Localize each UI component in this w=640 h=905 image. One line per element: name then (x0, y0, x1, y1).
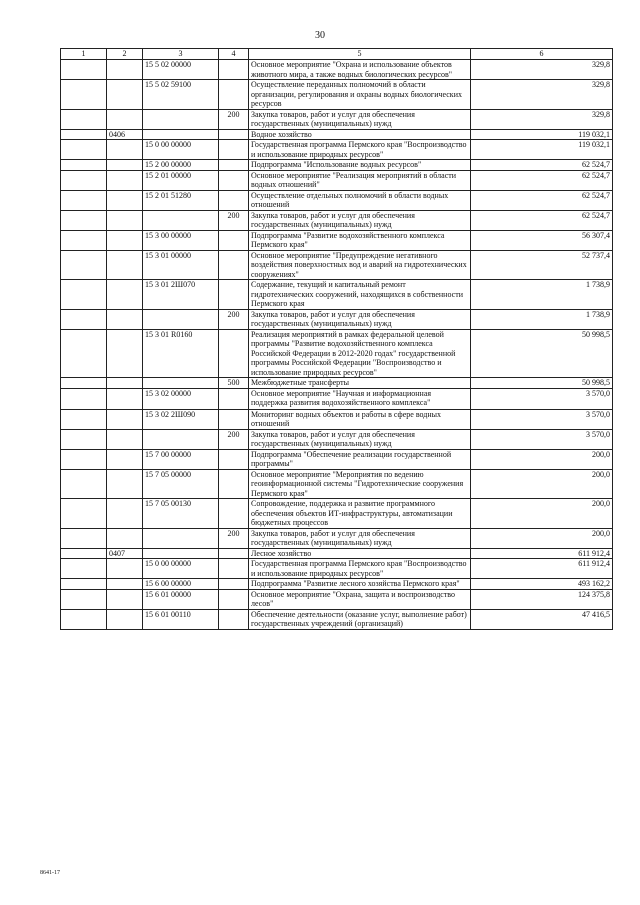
description-cell: Подпрограмма "Развитие водохозяйственного комплекса Пермского края" (249, 230, 471, 250)
subsection-cell (107, 230, 143, 250)
description-cell: Основное мероприятие "Охрана и использование объектов животного мира, а также водных биологических ресурсов" (249, 60, 471, 80)
subsection-cell (107, 388, 143, 409)
target-article-cell: 15 2 00 00000 (143, 160, 219, 171)
expense-type-cell: 200 (219, 309, 249, 329)
subsection-cell (107, 140, 143, 160)
table-row (61, 329, 613, 378)
description-cell: Сопровождение, поддержка и развитие программного обеспечения объектов ИТ-инфраструктуры, автоматизации бюджетных процессов (249, 499, 471, 529)
subsection-cell (107, 559, 143, 579)
description-cell: Закупка товаров, работ и услуг для обеспечения государственных (муниципальных) нужд (249, 210, 471, 230)
section-cell (61, 469, 107, 499)
section-cell (61, 230, 107, 250)
subsection-cell (107, 449, 143, 469)
target-article-cell (143, 528, 219, 548)
subsection-cell (107, 469, 143, 499)
section-cell (61, 329, 107, 378)
expense-type-cell (219, 449, 249, 469)
expense-type-cell (219, 559, 249, 579)
description-cell: Межбюджетные трансферты (249, 378, 471, 389)
section-cell (61, 589, 107, 609)
expense-type-cell (219, 129, 249, 140)
target-article-cell: 15 7 05 00000 (143, 469, 219, 499)
expense-type-cell (219, 80, 249, 110)
table-row (61, 230, 613, 250)
expense-type-cell (219, 589, 249, 609)
description-cell: Государственная программа Пермского края "Воспроизводство и использование природных ресурсов" (249, 559, 471, 579)
target-article-cell: 15 2 01 00000 (143, 170, 219, 190)
subsection-cell (107, 109, 143, 129)
table-row (61, 589, 613, 609)
subsection-cell (107, 250, 143, 280)
expense-type-cell (219, 329, 249, 378)
target-article-cell: 15 2 01 51280 (143, 190, 219, 210)
expense-type-cell (219, 579, 249, 590)
target-article-cell: 15 5 02 59100 (143, 80, 219, 110)
subsection-cell: 0407 (107, 548, 143, 559)
amount-cell: 329,8 (471, 80, 613, 110)
amount-cell: 200,0 (471, 528, 613, 548)
subsection-cell (107, 429, 143, 449)
description-cell: Водное хозяйство (249, 129, 471, 140)
target-article-cell: 15 5 02 00000 (143, 60, 219, 80)
column-header-6: 6 (471, 49, 613, 60)
amount-cell: 62 524,7 (471, 160, 613, 171)
amount-cell: 200,0 (471, 499, 613, 529)
expense-type-cell (219, 60, 249, 80)
section-cell (61, 559, 107, 579)
section-cell (61, 60, 107, 80)
section-cell (61, 388, 107, 409)
target-article-cell: 15 7 00 00000 (143, 449, 219, 469)
table-row (61, 499, 613, 529)
column-header-3: 3 (143, 49, 219, 60)
table-row (61, 429, 613, 449)
amount-cell: 119 032,1 (471, 140, 613, 160)
section-cell (61, 449, 107, 469)
amount-cell: 3 570,0 (471, 388, 613, 409)
amount-cell: 200,0 (471, 469, 613, 499)
amount-cell: 56 307,4 (471, 230, 613, 250)
expense-type-cell (219, 250, 249, 280)
amount-cell: 1 738,9 (471, 309, 613, 329)
description-cell: Основное мероприятие "Мероприятия по ведению геоинформационной системы "Гидротехнические сооружения Пермского края" (249, 469, 471, 499)
section-cell (61, 80, 107, 110)
section-cell (61, 109, 107, 129)
expense-type-cell: 200 (219, 429, 249, 449)
amount-cell: 119 032,1 (471, 129, 613, 140)
expense-type-cell (219, 230, 249, 250)
amount-cell: 329,8 (471, 60, 613, 80)
column-header-2: 2 (107, 49, 143, 60)
description-cell: Обеспечение деятельности (оказание услуг, выполнение работ) государственных учреждений (организаций) (249, 609, 471, 629)
description-cell: Основное мероприятие "Реализация мероприятий в области водных отношений" (249, 170, 471, 190)
expense-type-cell (219, 280, 249, 310)
table-row (61, 190, 613, 210)
amount-cell: 493 162,2 (471, 579, 613, 590)
description-cell: Основное мероприятие "Охрана, защита и воспроизводство лесов" (249, 589, 471, 609)
description-cell: Государственная программа Пермского края "Воспроизводство и использование природных ресурсов" (249, 140, 471, 160)
subsection-cell (107, 589, 143, 609)
table-row (61, 579, 613, 590)
expense-type-cell: 200 (219, 210, 249, 230)
table-row (61, 140, 613, 160)
target-article-cell: 15 7 05 00130 (143, 499, 219, 529)
expense-type-cell (219, 388, 249, 409)
expense-type-cell (219, 409, 249, 429)
table-row (61, 378, 613, 389)
table-row (61, 60, 613, 80)
table-row (61, 129, 613, 140)
expense-type-cell (219, 609, 249, 629)
subsection-cell (107, 409, 143, 429)
expense-type-cell (219, 170, 249, 190)
target-article-cell: 15 6 01 00110 (143, 609, 219, 629)
expense-type-cell: 500 (219, 378, 249, 389)
section-cell (61, 160, 107, 171)
description-cell: Мониторинг водных объектов и работы в сфере водных отношений (249, 409, 471, 429)
description-cell: Подпрограмма "Обеспечение реализации государственной программы" (249, 449, 471, 469)
subsection-cell (107, 190, 143, 210)
amount-cell: 47 416,5 (471, 609, 613, 629)
section-cell (61, 170, 107, 190)
target-article-cell (143, 548, 219, 559)
amount-cell: 52 737,4 (471, 250, 613, 280)
table-row (61, 210, 613, 230)
amount-cell: 1 738,9 (471, 280, 613, 310)
description-cell: Закупка товаров, работ и услуг для обеспечения государственных (муниципальных) нужд (249, 109, 471, 129)
expense-type-cell (219, 469, 249, 499)
description-cell: Закупка товаров, работ и услуг для обеспечения государственных (муниципальных) нужд (249, 528, 471, 548)
section-cell (61, 129, 107, 140)
amount-cell: 62 524,7 (471, 210, 613, 230)
table-row (61, 170, 613, 190)
subsection-cell (107, 60, 143, 80)
amount-cell: 3 570,0 (471, 429, 613, 449)
amount-cell: 124 375,8 (471, 589, 613, 609)
target-article-cell: 15 0 00 00000 (143, 559, 219, 579)
column-header-4: 4 (219, 49, 249, 60)
amount-cell: 50 998,5 (471, 329, 613, 378)
target-article-cell: 15 6 00 00000 (143, 579, 219, 590)
target-article-cell: 15 3 02 2Ш090 (143, 409, 219, 429)
subsection-cell (107, 170, 143, 190)
expense-type-cell (219, 140, 249, 160)
target-article-cell: 15 6 01 00000 (143, 589, 219, 609)
target-article-cell (143, 309, 219, 329)
amount-cell: 50 998,5 (471, 378, 613, 389)
amount-cell: 3 570,0 (471, 409, 613, 429)
amount-cell: 329,8 (471, 109, 613, 129)
section-cell (61, 579, 107, 590)
subsection-cell (107, 329, 143, 378)
section-cell (61, 250, 107, 280)
subsection-cell (107, 210, 143, 230)
target-article-cell (143, 210, 219, 230)
table-header-row (61, 49, 613, 60)
description-cell: Подпрограмма "Использование водных ресурсов" (249, 160, 471, 171)
table-row (61, 609, 613, 629)
section-cell (61, 378, 107, 389)
target-article-cell: 15 3 01 2Ш070 (143, 280, 219, 310)
table-row (61, 528, 613, 548)
section-cell (61, 309, 107, 329)
table-row (61, 250, 613, 280)
section-cell (61, 429, 107, 449)
budget-table (60, 48, 613, 630)
target-article-cell (143, 109, 219, 129)
target-article-cell (143, 129, 219, 140)
subsection-cell (107, 160, 143, 171)
column-header-5: 5 (249, 49, 471, 60)
subsection-cell (107, 528, 143, 548)
footer-code: 8641-17 (40, 870, 60, 876)
table-row (61, 469, 613, 499)
target-article-cell: 15 3 01 R0160 (143, 329, 219, 378)
subsection-cell (107, 609, 143, 629)
section-cell (61, 409, 107, 429)
section-cell (61, 499, 107, 529)
target-article-cell (143, 378, 219, 389)
target-article-cell (143, 429, 219, 449)
description-cell: Закупка товаров, работ и услуг для обеспечения государственных (муниципальных) нужд (249, 429, 471, 449)
description-cell: Основное мероприятие "Научная и информационная поддержка развития водохозяйственного комплекса" (249, 388, 471, 409)
section-cell (61, 548, 107, 559)
table-row (61, 409, 613, 429)
target-article-cell: 15 3 00 00000 (143, 230, 219, 250)
table-row (61, 548, 613, 559)
description-cell: Реализация мероприятий в рамках федеральной целевой программы "Развитие водохозяйственного комплекса Российской Федерации в 2012-2020 годах" государственной программы Российской Федерации "Воспроизводство и использование природных ресурсов" (249, 329, 471, 378)
expense-type-cell (219, 160, 249, 171)
table-row (61, 559, 613, 579)
description-cell: Основное мероприятие "Предупреждение негативного воздействия поверхностных вод и аварий на гидротехнических сооружениях" (249, 250, 471, 280)
description-cell: Лесное хозяйство (249, 548, 471, 559)
description-cell: Закупка товаров, работ и услуг для обеспечения государственных (муниципальных) нужд (249, 309, 471, 329)
expense-type-cell (219, 499, 249, 529)
subsection-cell (107, 280, 143, 310)
page-number: 30 (315, 30, 325, 41)
table-row (61, 309, 613, 329)
subsection-cell (107, 499, 143, 529)
target-article-cell: 15 0 00 00000 (143, 140, 219, 160)
expense-type-cell: 200 (219, 109, 249, 129)
budget-table-body (61, 60, 613, 630)
column-header-1: 1 (61, 49, 107, 60)
section-cell (61, 609, 107, 629)
description-cell: Подпрограмма "Развитие лесного хозяйства Пермского края" (249, 579, 471, 590)
amount-cell: 611 912,4 (471, 548, 613, 559)
section-cell (61, 280, 107, 310)
description-cell: Осуществление переданных полномочий в области организации, регулирования и охраны водных биологических ресурсов (249, 80, 471, 110)
description-cell: Осуществление отдельных полномочий в области водных отношений (249, 190, 471, 210)
target-article-cell: 15 3 02 00000 (143, 388, 219, 409)
amount-cell: 62 524,7 (471, 170, 613, 190)
table-row (61, 109, 613, 129)
description-cell: Содержание, текущий и капитальный ремонт гидротехнических сооружений, находящихся в собственности Пермского края (249, 280, 471, 310)
section-cell (61, 190, 107, 210)
subsection-cell: 0406 (107, 129, 143, 140)
section-cell (61, 210, 107, 230)
table-row (61, 80, 613, 110)
table-row (61, 388, 613, 409)
subsection-cell (107, 80, 143, 110)
target-article-cell: 15 3 01 00000 (143, 250, 219, 280)
subsection-cell (107, 378, 143, 389)
section-cell (61, 140, 107, 160)
amount-cell: 62 524,7 (471, 190, 613, 210)
amount-cell: 611 912,4 (471, 559, 613, 579)
table-row (61, 160, 613, 171)
expense-type-cell: 200 (219, 528, 249, 548)
amount-cell: 200,0 (471, 449, 613, 469)
table-row (61, 280, 613, 310)
subsection-cell (107, 579, 143, 590)
subsection-cell (107, 309, 143, 329)
section-cell (61, 528, 107, 548)
expense-type-cell (219, 190, 249, 210)
expense-type-cell (219, 548, 249, 559)
table-row (61, 449, 613, 469)
